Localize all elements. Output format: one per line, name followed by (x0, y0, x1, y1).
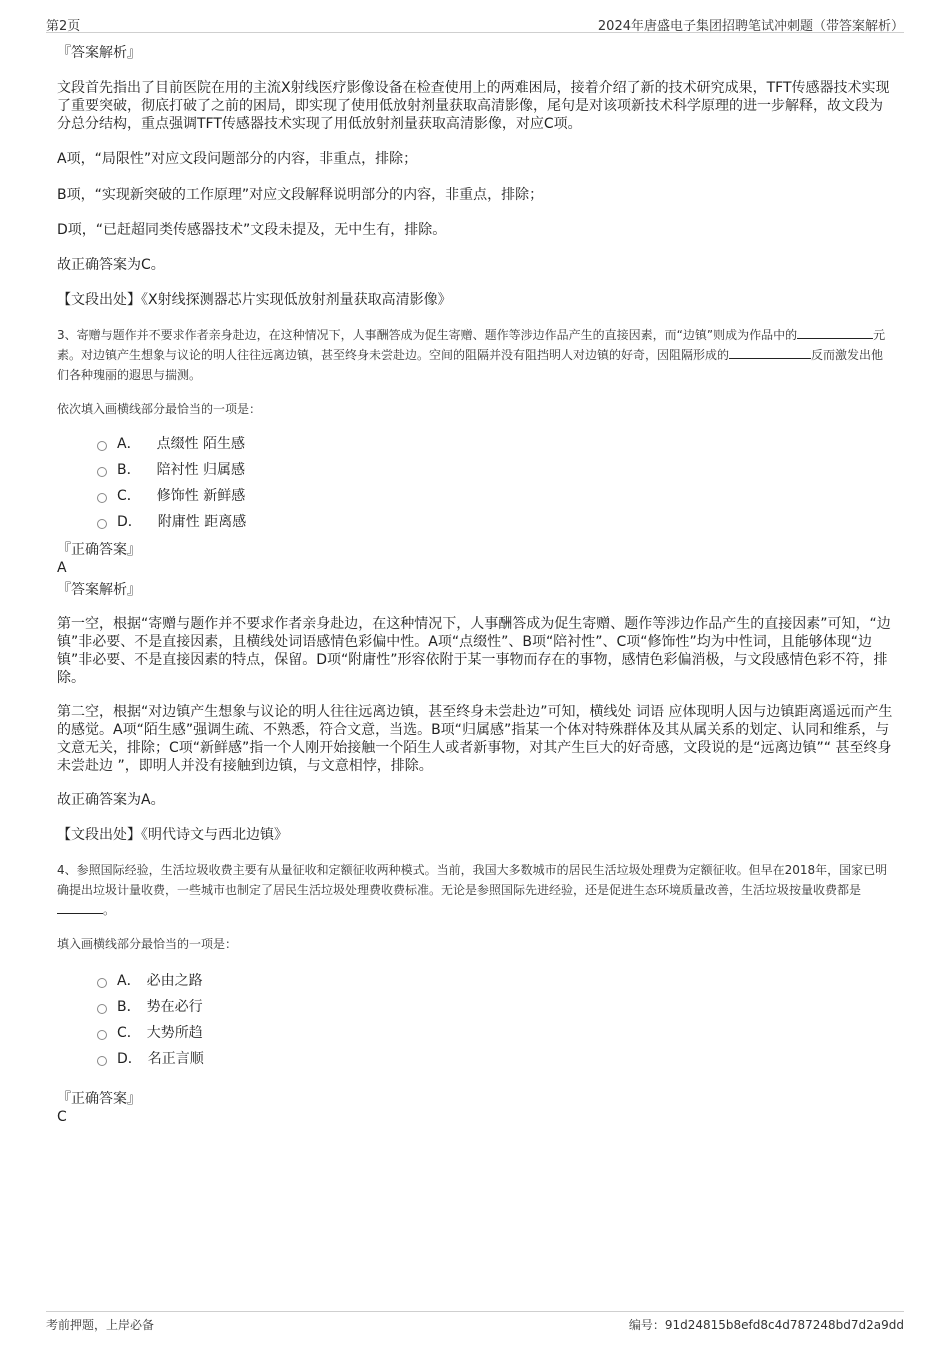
radio-icon[interactable] (97, 519, 107, 529)
page-number: 第2页 (46, 19, 81, 34)
page-header (46, 12, 904, 33)
q3-option-a[interactable]: A． 点缀性 陌生感 (97, 431, 893, 457)
q4-option-c[interactable]: C． 大势所趋 (97, 1020, 893, 1046)
q4-instruction: 填入画横线部分最恰当的一项是： (57, 937, 238, 951)
footer-slogan: 考前押题，上岸必备 (46, 1318, 155, 1332)
document-body (57, 44, 893, 1126)
q3-stem: 3、寄赠与题作并不要求作者亲身赴边，在这种情况下，人事酬答成为促生寄赠、题作等涉边作品产生的直接因素，而“边镇”则成为作品中的 元素。对边镇产生想象与议论的明人往往远离边镇，甚至终身未尝赴边。空间的阻隔并没有阻挡明人对边镇的好奇，因阻隔形成的 反而激发出他们各种瑰丽的遐思与揣测。 (57, 328, 886, 382)
q4-blank (57, 901, 103, 914)
q3-analysis-paragraph-1: 第一空，根据“寄赠与题作并不要求作者亲身赴边，在这种情况下，人事酬答成为促生寄赠、题作等涉边作品产生的直接因素”可知，“边镇”非必要、不是直接因素，且横线处词语感情色彩偏中性。A项“点缀性”、B项“陪衬性”、C项“修饰性”均为中性词，且能够体现“边镇”非必要、不是直接因素的特点，保留。D项“附庸性”形容依附于某一事物而存在的事物，感情色彩偏消极，与文段感情色彩不符，排除。 (57, 616, 891, 686)
prev-analysis-option-b: B项，“实现新突破的工作原理”对应文段解释说明部分的内容，非重点，排除； (57, 187, 544, 203)
radio-icon[interactable] (97, 467, 107, 477)
prev-analysis-paragraph: 文段首先指出了目前医院在用的主流X射线医疗影像设备在检查使用上的两难困局，接着介绍了新的技术研究成果，TFT传感器技术实现了重要突破，彻底打破了之前的困局，即实现了使用低放射剂量获取高清影像，尾句是对该项新技术科学原理的进一步解释，故文段为分总分结构，重点强调TFT传感器技术实现了用低放射剂量获取高清影像，对应C项。 (57, 80, 890, 132)
q3-blank-1 (797, 326, 873, 339)
q3-instruction: 依次填入画横线部分最恰当的一项是： (57, 402, 262, 416)
q3-option-d[interactable]: D． 附庸性 距离感 (97, 509, 893, 535)
q4-option-d[interactable]: D． 名正言顺 (97, 1046, 893, 1072)
document-title: 2024年唐盛电子集团招聘笔试冲刺题（带答案解析） (597, 19, 904, 34)
q4-options (57, 968, 893, 1072)
prev-analysis-option-d: D项，“已赶超同类传感器技术”文段未提及，无中生有，排除。 (57, 222, 447, 238)
document-code: 编号：91d24815b8efd8c4d787248bd7d2a9dd (628, 1318, 904, 1332)
q4-answer: C (57, 1109, 67, 1125)
radio-icon[interactable] (97, 1004, 107, 1014)
q3-conclusion: 故正确答案为A。 (57, 792, 165, 808)
analysis-label: 『答案解析』 (57, 45, 141, 61)
q4-option-b[interactable]: B． 势在必行 (97, 994, 893, 1020)
q3-options (57, 431, 893, 535)
q3-analysis-label: 『答案解析』 (57, 582, 141, 598)
q4-correct-label: 『正确答案』 (57, 1091, 141, 1107)
q3-option-c[interactable]: C． 修饰性 新鲜感 (97, 483, 893, 509)
q3-correct-label: 『正确答案』 (57, 542, 141, 558)
q3-option-b[interactable]: B． 陪衬性 归属感 (97, 457, 893, 483)
prev-conclusion: 故正确答案为C。 (57, 257, 165, 273)
prev-analysis-option-a: A项，“局限性”对应文段问题部分的内容，非重点，排除； (57, 151, 418, 167)
prev-source: 【文段出处】《X射线探测器芯片实现低放射剂量获取高清影像》 (57, 292, 452, 308)
radio-icon[interactable] (97, 978, 107, 988)
page-footer (46, 1311, 904, 1336)
q3-blank-2 (729, 346, 811, 359)
q3-source: 【文段出处】《明代诗文与西北边镇》 (57, 827, 288, 843)
radio-icon[interactable] (97, 493, 107, 503)
radio-icon[interactable] (97, 1030, 107, 1040)
radio-icon[interactable] (97, 441, 107, 451)
q3-answer: A (57, 560, 67, 576)
q4-option-a[interactable]: A． 必由之路 (97, 968, 893, 994)
q3-analysis-paragraph-2: 第二空，根据“对边镇产生想象与议论的明人往往远离边镇，甚至终身未尝赴边”可知，横线处 词语 应体现明人因与边镇距离遥远而产生的感觉。A项“陌生感”强调生疏、不熟悉，符合文意，当选。B项“归属感”指某一个体对特殊群体及其从属关系的划定、认同和维系，与文意无关，排除；C项“新鲜感”指一个人刚开始接触一个陌生人或者新事物，对其产生巨大的好奇感，文段说的是“远离边镇”“ 甚至终身未尝赴边 ”，即明人并没有接触到边镇，与文意相悖，排除。 (57, 704, 893, 774)
radio-icon[interactable] (97, 1056, 107, 1066)
q4-stem: 4、参照国际经验，生活垃圾收费主要有从量征收和定额征收两种模式。当前，我国大多数城市的居民生活垃圾处理费为定额征收。但早在2018年，国家已明确提出垃圾计量收费，一些城市也制定了居民生活垃圾处理费收费标准。无论是参照国际先进经验，还是促进生态环境质量改善，生活垃圾按量收费都是。 (57, 863, 888, 917)
